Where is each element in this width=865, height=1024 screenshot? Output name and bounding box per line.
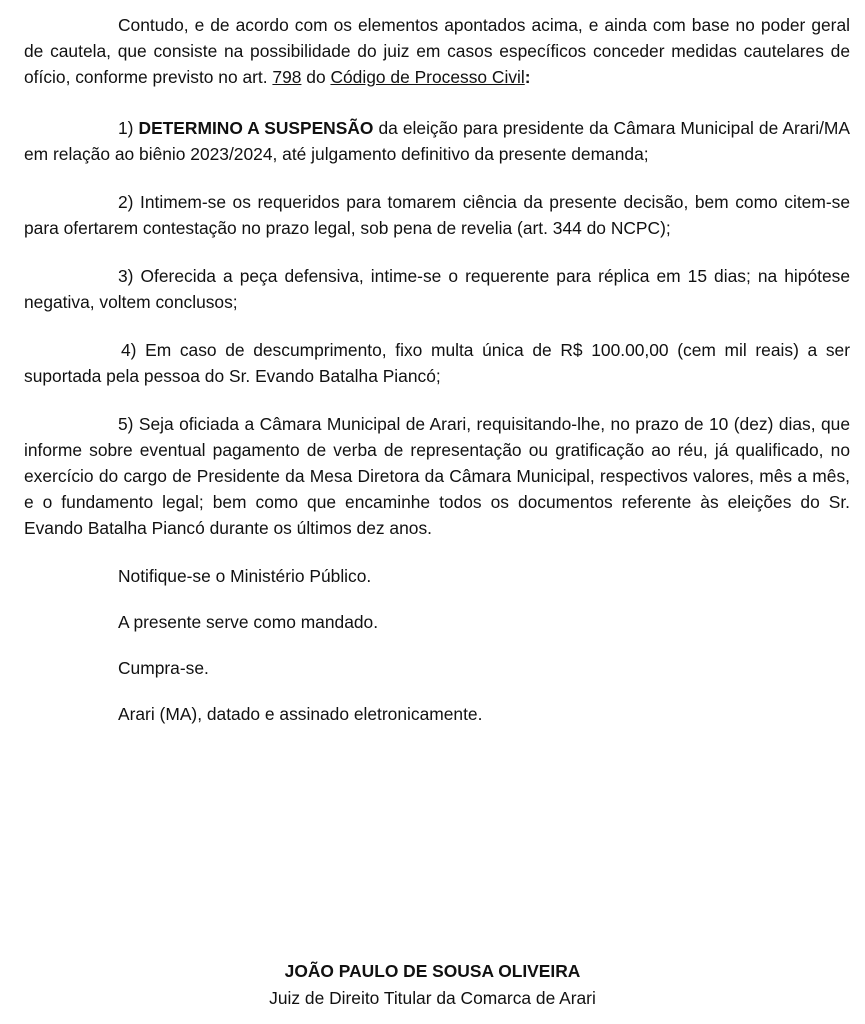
item-4-paragraph: 4) Em caso de descumprimento, fixo multa única de R$ 100.00,00 (cem mil reais) a ser suportada pela pessoa do Sr. Evando Batalha Piancó; (24, 340, 850, 386)
signature-name: JOÃO PAULO DE SOUSA OLIVEIRA (284, 961, 581, 981)
closing-notify: Notifique-se o Ministério Público. (118, 566, 372, 586)
signature-role: Juiz de Direito Titular da Comarca de Arari (269, 988, 596, 1008)
suspension-order-text: DETERMINO A SUSPENSÃO (138, 118, 374, 138)
intro-paragraph: Contudo, e de acordo com os elementos apontados acima, e ainda com base no poder geral de cautela, que consiste na possibilidade do juiz em casos específicos conceder medidas cautelares de ofício, conforme previsto no art. 798 do Código de Processo Civil: (24, 15, 850, 87)
civil-procedure-code-link[interactable]: Código de Processo Civil (330, 67, 525, 87)
closing-comply: Cumpra-se. (118, 658, 209, 678)
item-3-paragraph: 3) Oferecida a peça defensiva, intime-se o requerente para réplica em 15 dias; na hipótese negativa, voltem conclusos; (24, 266, 850, 312)
closing-mandate: A presente serve como mandado. (118, 612, 379, 632)
closing-place-date: Arari (MA), datado e assinado eletronicamente. (118, 704, 483, 724)
article-798-link[interactable]: 798 (272, 67, 302, 87)
document-body (24, 12, 850, 747)
item-5-paragraph: 5) Seja oficiada a Câmara Municipal de Arari, requisitando-lhe, no prazo de 10 (dez) dias, que informe sobre eventual pagamento de verba de representação ou gratificação ao réu, já qualificado, no exercício do cargo de Presidente da Mesa Diretora da Câmara Municipal, respectivos valores, mês a mês, e o fundamento legal; bem como que encaminhe todos os documentos referente às eleições do Sr. Evando Batalha Piancó durante os últimos dez anos. (24, 414, 850, 538)
item-2-paragraph: 2) Intimem-se os requeridos para tomarem ciência da presente decisão, bem como citem-se para ofertarem contestação no prazo legal, sob pena de revelia (art. 344 do NCPC); (24, 192, 850, 238)
item-1-paragraph: 1) DETERMINO A SUSPENSÃO da eleição para presidente da Câmara Municipal de Arari/MA em relação ao biênio 2023/2024, até julgamento definitivo da presente demanda; (24, 118, 850, 164)
